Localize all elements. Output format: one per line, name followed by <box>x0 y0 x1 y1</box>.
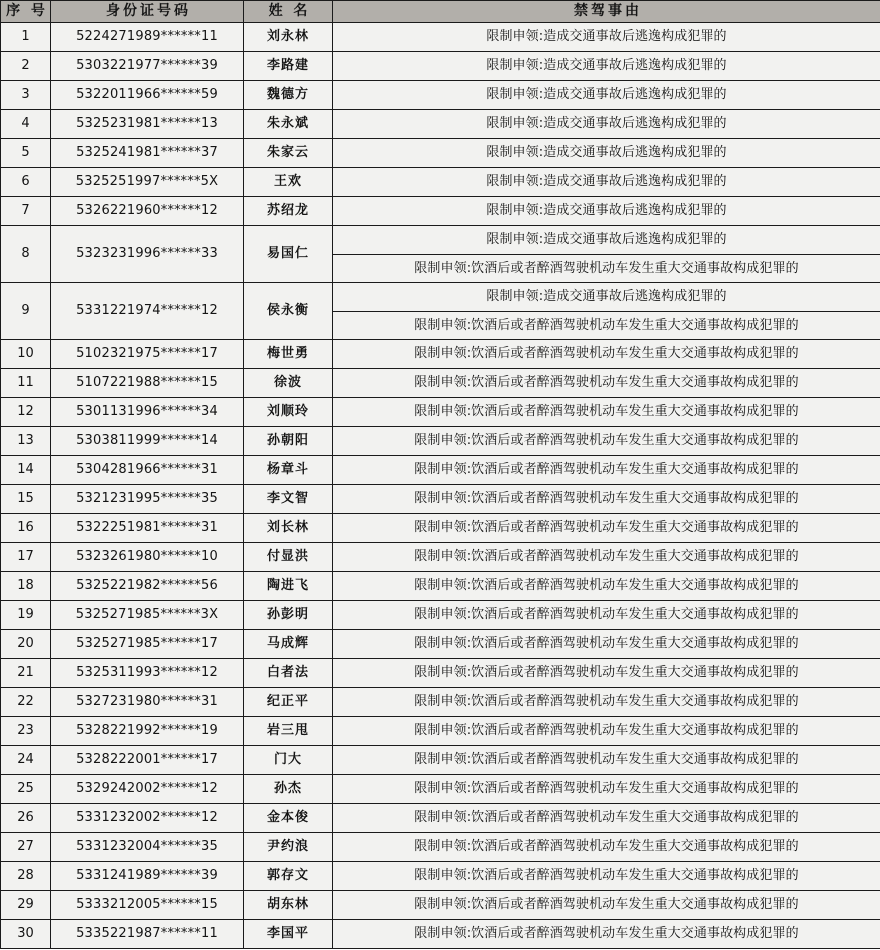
cell-sequence: 9 <box>1 283 51 340</box>
table-row <box>1 226 880 283</box>
cell-sequence: 12 <box>1 398 51 427</box>
cell-name: 纪正平 <box>244 688 333 717</box>
cell-sequence: 26 <box>1 804 51 833</box>
cell-id-number: 5335221987******11 <box>51 920 244 949</box>
cell-reason: 限制申领:饮酒后或者醉酒驾驶机动车发生重大交通事故构成犯罪的 <box>333 340 880 369</box>
table-row <box>1 283 880 340</box>
cell-reason: 限制申领:造成交通事故后逃逸构成犯罪的 <box>333 168 880 197</box>
cell-sequence: 29 <box>1 891 51 920</box>
cell-reason: 限制申领:饮酒后或者醉酒驾驶机动车发生重大交通事故构成犯罪的 <box>333 601 880 630</box>
cell-sequence: 25 <box>1 775 51 804</box>
cell-reason: 限制申领:饮酒后或者醉酒驾驶机动车发生重大交通事故构成犯罪的 <box>333 427 880 456</box>
cell-reason: 限制申领:饮酒后或者醉酒驾驶机动车发生重大交通事故构成犯罪的 <box>333 717 880 746</box>
table-row <box>1 804 880 833</box>
cell-id-number: 5107221988******15 <box>51 369 244 398</box>
cell-id-number: 5224271989******11 <box>51 23 244 52</box>
cell-id-number: 5323261980******10 <box>51 543 244 572</box>
table-row <box>1 746 880 775</box>
cell-sequence: 17 <box>1 543 51 572</box>
cell-sequence: 27 <box>1 833 51 862</box>
cell-id-number: 5328222001******17 <box>51 746 244 775</box>
table-header-row <box>1 1 880 23</box>
cell-id-number: 5327231980******31 <box>51 688 244 717</box>
cell-reason: 限制申领:饮酒后或者醉酒驾驶机动车发生重大交通事故构成犯罪的 <box>333 804 880 833</box>
table-row <box>1 630 880 659</box>
cell-id-number: 5322251981******31 <box>51 514 244 543</box>
cell-reason: 限制申领:造成交通事故后逃逸构成犯罪的 <box>333 23 880 52</box>
cell-name: 李文智 <box>244 485 333 514</box>
cell-sequence: 18 <box>1 572 51 601</box>
cell-name: 岩三甩 <box>244 717 333 746</box>
cell-sequence: 2 <box>1 52 51 81</box>
cell-id-number: 5304281966******31 <box>51 456 244 485</box>
table-row <box>1 659 880 688</box>
cell-reason <box>333 226 880 283</box>
cell-name: 易国仁 <box>244 226 333 283</box>
cell-reason: 限制申领:饮酒后或者醉酒驾驶机动车发生重大交通事故构成犯罪的 <box>333 369 880 398</box>
table-row <box>1 23 880 52</box>
column-header-name: 姓 名 <box>244 1 333 23</box>
cell-name: 李国平 <box>244 920 333 949</box>
cell-name: 尹约浪 <box>244 833 333 862</box>
cell-reason: 限制申领:造成交通事故后逃逸构成犯罪的 <box>333 139 880 168</box>
cell-name: 胡东林 <box>244 891 333 920</box>
cell-id-number: 5325311993******12 <box>51 659 244 688</box>
cell-name: 朱永斌 <box>244 110 333 139</box>
column-header-seq: 序 号 <box>1 1 51 23</box>
table-row <box>1 139 880 168</box>
cell-sequence: 21 <box>1 659 51 688</box>
cell-reason: 限制申领:饮酒后或者醉酒驾驶机动车发生重大交通事故构成犯罪的 <box>333 456 880 485</box>
cell-sequence: 24 <box>1 746 51 775</box>
table-row <box>1 110 880 139</box>
table-row <box>1 398 880 427</box>
table-row <box>1 572 880 601</box>
cell-name: 魏德方 <box>244 81 333 110</box>
column-header-reason: 禁驾事由 <box>333 1 880 23</box>
cell-id-number: 5325271985******17 <box>51 630 244 659</box>
reason-line: 限制申领:饮酒后或者醉酒驾驶机动车发生重大交通事故构成犯罪的 <box>333 254 880 282</box>
cell-sequence: 7 <box>1 197 51 226</box>
reason-list <box>333 283 880 339</box>
cell-reason: 限制申领:造成交通事故后逃逸构成犯罪的 <box>333 110 880 139</box>
cell-sequence: 20 <box>1 630 51 659</box>
cell-id-number: 5325221982******56 <box>51 572 244 601</box>
cell-reason: 限制申领:饮酒后或者醉酒驾驶机动车发生重大交通事故构成犯罪的 <box>333 746 880 775</box>
cell-sequence: 15 <box>1 485 51 514</box>
cell-reason: 限制申领:造成交通事故后逃逸构成犯罪的 <box>333 197 880 226</box>
cell-sequence: 4 <box>1 110 51 139</box>
cell-name: 苏绍龙 <box>244 197 333 226</box>
table-row <box>1 197 880 226</box>
table-row <box>1 514 880 543</box>
cell-sequence: 22 <box>1 688 51 717</box>
cell-id-number: 5322011966******59 <box>51 81 244 110</box>
table-row <box>1 485 880 514</box>
cell-name: 孙彭明 <box>244 601 333 630</box>
cell-id-number: 5331241989******39 <box>51 862 244 891</box>
cell-name: 白者法 <box>244 659 333 688</box>
cell-reason: 限制申领:饮酒后或者醉酒驾驶机动车发生重大交通事故构成犯罪的 <box>333 920 880 949</box>
cell-sequence: 10 <box>1 340 51 369</box>
cell-id-number: 5301131996******34 <box>51 398 244 427</box>
cell-sequence: 8 <box>1 226 51 283</box>
table-row <box>1 369 880 398</box>
cell-sequence: 5 <box>1 139 51 168</box>
cell-reason <box>333 283 880 340</box>
table-row <box>1 920 880 949</box>
cell-id-number: 5321231995******35 <box>51 485 244 514</box>
column-header-idno: 身份证号码 <box>51 1 244 23</box>
table-row <box>1 340 880 369</box>
cell-name: 孙朝阳 <box>244 427 333 456</box>
cell-name: 陶进飞 <box>244 572 333 601</box>
table-header <box>1 1 880 23</box>
cell-sequence: 19 <box>1 601 51 630</box>
reason-line: 限制申领:饮酒后或者醉酒驾驶机动车发生重大交通事故构成犯罪的 <box>333 311 880 339</box>
table-row <box>1 456 880 485</box>
cell-reason: 限制申领:饮酒后或者醉酒驾驶机动车发生重大交通事故构成犯罪的 <box>333 398 880 427</box>
cell-name: 金本俊 <box>244 804 333 833</box>
cell-name: 门大 <box>244 746 333 775</box>
cell-sequence: 11 <box>1 369 51 398</box>
cell-id-number: 5303221977******39 <box>51 52 244 81</box>
cell-name: 杨章斗 <box>244 456 333 485</box>
table-row <box>1 543 880 572</box>
table-row <box>1 688 880 717</box>
cell-name: 梅世勇 <box>244 340 333 369</box>
cell-id-number: 5329242002******12 <box>51 775 244 804</box>
table-row <box>1 775 880 804</box>
cell-name: 刘永林 <box>244 23 333 52</box>
cell-id-number: 5325271985******3X <box>51 601 244 630</box>
cell-id-number: 5325241981******37 <box>51 139 244 168</box>
cell-reason: 限制申领:饮酒后或者醉酒驾驶机动车发生重大交通事故构成犯罪的 <box>333 572 880 601</box>
cell-sequence: 30 <box>1 920 51 949</box>
cell-reason: 限制申领:饮酒后或者醉酒驾驶机动车发生重大交通事故构成犯罪的 <box>333 485 880 514</box>
cell-id-number: 5303811999******14 <box>51 427 244 456</box>
cell-id-number: 5333212005******15 <box>51 891 244 920</box>
cell-reason: 限制申领:饮酒后或者醉酒驾驶机动车发生重大交通事故构成犯罪的 <box>333 659 880 688</box>
cell-id-number: 5102321975******17 <box>51 340 244 369</box>
table-row <box>1 81 880 110</box>
table-body <box>1 23 880 949</box>
table-row <box>1 891 880 920</box>
cell-reason: 限制申领:饮酒后或者醉酒驾驶机动车发生重大交通事故构成犯罪的 <box>333 862 880 891</box>
cell-name: 郭存文 <box>244 862 333 891</box>
cell-name: 徐波 <box>244 369 333 398</box>
cell-name: 李路建 <box>244 52 333 81</box>
cell-id-number: 5323231996******33 <box>51 226 244 283</box>
cell-name: 刘顺玲 <box>244 398 333 427</box>
cell-reason: 限制申领:饮酒后或者醉酒驾驶机动车发生重大交通事故构成犯罪的 <box>333 630 880 659</box>
cell-sequence: 6 <box>1 168 51 197</box>
cell-reason: 限制申领:饮酒后或者醉酒驾驶机动车发生重大交通事故构成犯罪的 <box>333 688 880 717</box>
cell-reason: 限制申领:饮酒后或者醉酒驾驶机动车发生重大交通事故构成犯罪的 <box>333 514 880 543</box>
cell-sequence: 16 <box>1 514 51 543</box>
cell-id-number: 5326221960******12 <box>51 197 244 226</box>
table-row <box>1 717 880 746</box>
table-row <box>1 168 880 197</box>
cell-name: 马成辉 <box>244 630 333 659</box>
reason-list <box>333 226 880 282</box>
table-row <box>1 833 880 862</box>
reason-line: 限制申领:造成交通事故后逃逸构成犯罪的 <box>486 289 727 304</box>
cell-id-number: 5331232004******35 <box>51 833 244 862</box>
cell-sequence: 28 <box>1 862 51 891</box>
cell-sequence: 3 <box>1 81 51 110</box>
cell-name: 刘长林 <box>244 514 333 543</box>
cell-name: 付显洪 <box>244 543 333 572</box>
cell-id-number: 5325231981******13 <box>51 110 244 139</box>
cell-sequence: 23 <box>1 717 51 746</box>
cell-reason: 限制申领:造成交通事故后逃逸构成犯罪的 <box>333 52 880 81</box>
cell-reason: 限制申领:饮酒后或者醉酒驾驶机动车发生重大交通事故构成犯罪的 <box>333 891 880 920</box>
cell-name: 孙杰 <box>244 775 333 804</box>
cell-sequence: 14 <box>1 456 51 485</box>
cell-sequence: 1 <box>1 23 51 52</box>
cell-reason: 限制申领:造成交通事故后逃逸构成犯罪的 <box>333 81 880 110</box>
cell-id-number: 5331221974******12 <box>51 283 244 340</box>
table-row <box>1 427 880 456</box>
cell-name: 侯永衡 <box>244 283 333 340</box>
table-row <box>1 601 880 630</box>
table-row <box>1 862 880 891</box>
cell-reason: 限制申领:饮酒后或者醉酒驾驶机动车发生重大交通事故构成犯罪的 <box>333 775 880 804</box>
cell-reason: 限制申领:饮酒后或者醉酒驾驶机动车发生重大交通事故构成犯罪的 <box>333 833 880 862</box>
cell-id-number: 5331232002******12 <box>51 804 244 833</box>
cell-id-number: 5328221992******19 <box>51 717 244 746</box>
cell-name: 王欢 <box>244 168 333 197</box>
cell-name: 朱家云 <box>244 139 333 168</box>
table-row <box>1 52 880 81</box>
reason-line: 限制申领:造成交通事故后逃逸构成犯罪的 <box>486 232 727 247</box>
cell-id-number: 5325251997******5X <box>51 168 244 197</box>
cell-sequence: 13 <box>1 427 51 456</box>
cell-reason: 限制申领:饮酒后或者醉酒驾驶机动车发生重大交通事故构成犯罪的 <box>333 543 880 572</box>
